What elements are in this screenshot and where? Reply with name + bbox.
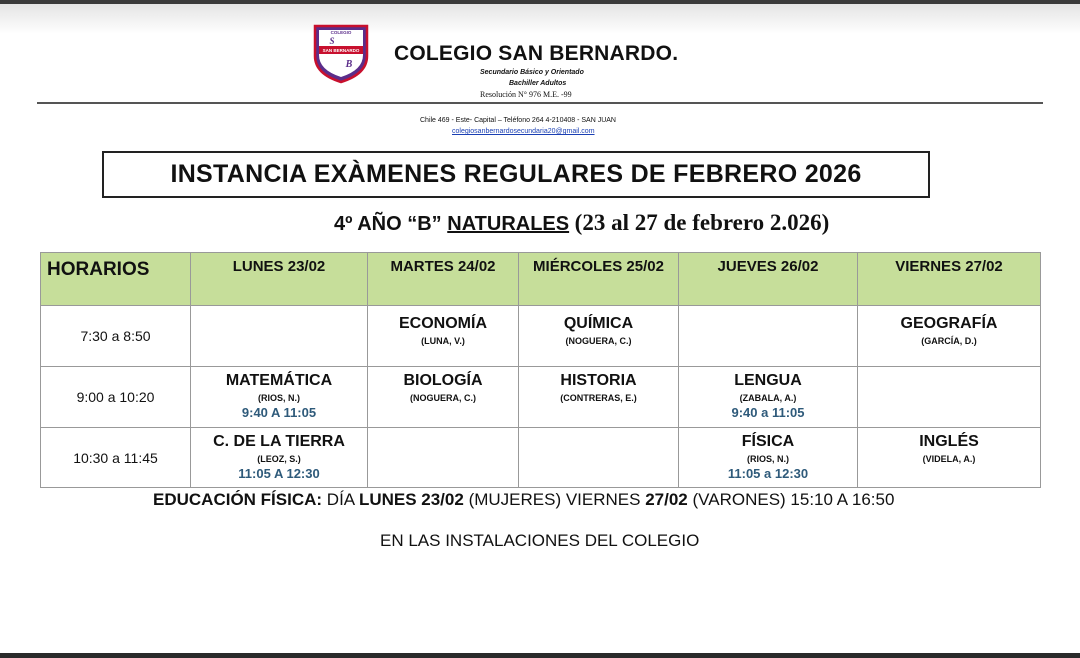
page-shadow (0, 4, 1080, 34)
subject: INGLÉS (919, 433, 979, 450)
subject: GEOGRAFÍA (900, 315, 998, 332)
time-slot: 9:00 a 10:20 (41, 367, 191, 428)
subject: ECONOMÍA (399, 315, 487, 332)
exam-cell (368, 428, 519, 488)
resolution-text: Resolución N° 976 M.E. -99 (480, 90, 572, 99)
exam-cell (368, 367, 519, 428)
subject: LENGUA (734, 372, 802, 389)
exam-title-box (102, 151, 930, 198)
teacher: (LUNA, V.) (421, 336, 465, 346)
phys-ed-day-word: DÍA (326, 490, 355, 509)
exam-cell (191, 306, 368, 367)
window-bottom-bar (0, 653, 1080, 658)
course-dates: (23 al 27 de febrero 2.026) (574, 210, 830, 235)
exam-cell (191, 367, 368, 428)
header-tuesday: MARTES 24/02 (368, 253, 519, 306)
alt-time: 9:40 a 11:05 (731, 405, 805, 420)
exam-schedule-table (40, 252, 1041, 488)
course-orientation: NATURALES (447, 213, 570, 235)
header-monday: LUNES 23/02 (191, 253, 368, 306)
location-note: EN LAS INSTALACIONES DEL COLEGIO (380, 531, 700, 550)
table-row (41, 306, 1041, 367)
phys-ed-label: EDUCACIÓN FÍSICA: (153, 490, 323, 509)
alt-time: 11:05 A 12:30 (238, 466, 320, 481)
exam-cell (858, 306, 1041, 367)
teacher: (RIOS, N.) (747, 454, 789, 464)
subject: QUÍMICA (563, 315, 634, 332)
header-thursday: JUEVES 26/02 (679, 253, 858, 306)
teacher: (RIOS, N.) (258, 393, 300, 403)
address-text: Chile 469 - Este- Capital – Teléfono 264 4-210408 - SAN JUAN (420, 117, 616, 124)
svg-text:COLEGIO: COLEGIO (330, 30, 352, 35)
exam-cell (679, 306, 858, 367)
table-row (41, 367, 1041, 428)
email-link[interactable]: colegiosanbernardosecundaria20@gmail.com (452, 128, 595, 135)
course-heading (334, 210, 829, 236)
exam-cell (858, 367, 1041, 428)
physical-education-note (153, 490, 894, 510)
time-slot: 7:30 a 8:50 (41, 306, 191, 367)
header-wednesday: MIÉRCOLES 25/02 (519, 253, 679, 306)
exam-cell (679, 367, 858, 428)
subject: C. DE LA TIERRA (213, 433, 345, 450)
subject: HISTORIA (560, 372, 637, 389)
exam-cell (519, 428, 679, 488)
course-year: 4º AÑO “B” (334, 213, 442, 235)
table-row (41, 428, 1041, 488)
header-friday: VIERNES 27/02 (858, 253, 1041, 306)
teacher: (NOGUERA, C.) (565, 336, 632, 346)
header-divider (37, 102, 1043, 104)
teacher: (GARCÍA, D.) (921, 336, 977, 346)
teacher: (NOGUERA, C.) (410, 393, 476, 403)
svg-text:B: B (345, 59, 353, 70)
alt-time: 11:05 a 12:30 (727, 466, 809, 481)
header-horarios: HORARIOS (41, 253, 191, 306)
exam-cell (368, 306, 519, 367)
phys-ed-day2: 27/02 (645, 490, 688, 509)
school-crest-logo (312, 22, 370, 84)
svg-text:S: S (329, 36, 335, 46)
phys-ed-day1: LUNES 23/02 (358, 490, 464, 509)
phys-ed-group1: (MUJERES) VIERNES (468, 490, 641, 509)
svg-text:SAN BERNARDO: SAN BERNARDO (322, 48, 360, 53)
exam-cell (191, 428, 368, 488)
subject: FÍSICA (741, 433, 795, 450)
subject: BIOLOGÍA (403, 372, 483, 389)
school-name: COLEGIO SAN BERNARDO. (394, 42, 679, 65)
subject: MATEMÁTICA (225, 372, 333, 389)
teacher: (LEOZ, S.) (257, 454, 301, 464)
time-slot: 10:30 a 11:45 (41, 428, 191, 488)
table-header-row (41, 253, 1041, 306)
exam-cell (679, 428, 858, 488)
exam-cell (858, 428, 1041, 488)
exam-cell (519, 367, 679, 428)
school-subtitle-2: Bachiller Adultos (509, 80, 567, 87)
teacher: (ZABALA, A.) (739, 393, 797, 403)
alt-time: 9:40 A 11:05 (241, 405, 317, 420)
teacher: (CONTRERAS, E.) (560, 393, 637, 403)
phys-ed-group2: (VARONES) 15:10 A 16:50 (692, 490, 895, 509)
teacher: (VIDELA, A.) (922, 454, 976, 464)
exam-cell (519, 306, 679, 367)
exam-title: INSTANCIA EXÀMENES REGULARES DE FEBRERO 2026 (170, 160, 862, 188)
school-subtitle-1: Secundario Básico y Orientado (480, 69, 584, 76)
